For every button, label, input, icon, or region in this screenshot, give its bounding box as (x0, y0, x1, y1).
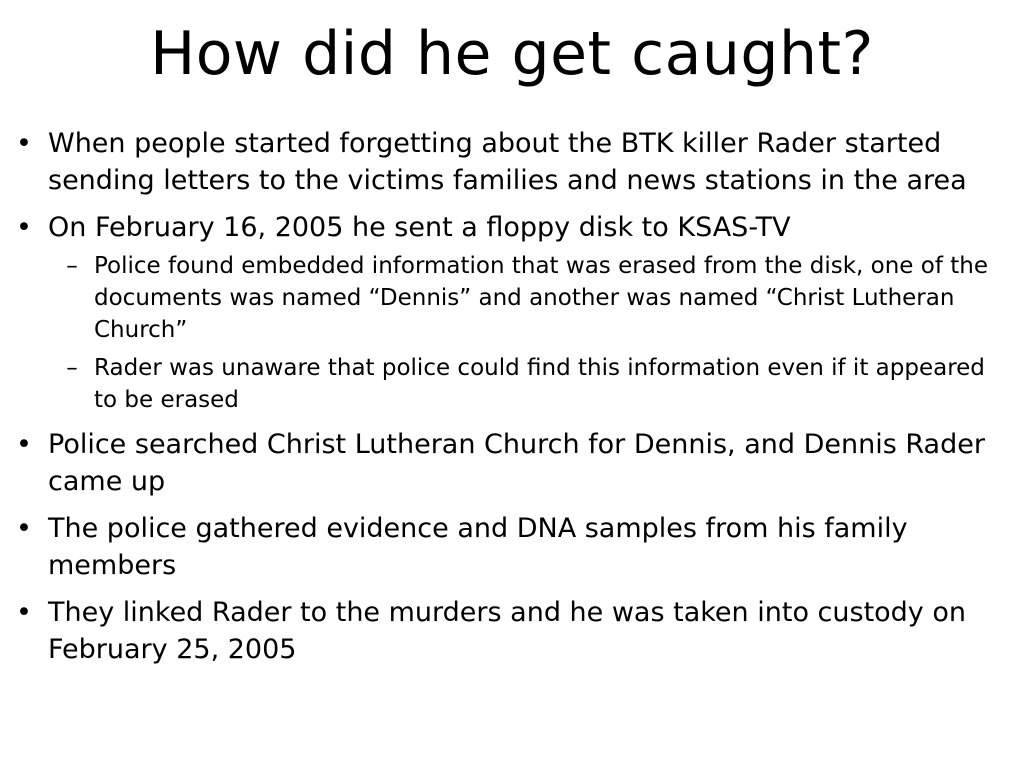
sub-bullet-item-unaware (0, 352, 1020, 416)
sub-bullet-item-embedded-info (0, 250, 1020, 346)
bullet-item-dna-evidence (0, 510, 1020, 584)
bullet-item-letters (0, 125, 1020, 199)
bullet-marker: • (16, 212, 32, 243)
bullet-item-church-search (0, 426, 1020, 500)
bullet-marker: • (16, 513, 32, 544)
sub-bullet-text: Rader was unaware that police could find this information even if it appeared to be erased (94, 355, 985, 413)
sub-bullet-marker: – (66, 253, 78, 279)
bullet-marker: • (16, 128, 32, 159)
bullet-marker: • (16, 597, 32, 628)
bullet-item-custody (0, 594, 1020, 668)
bullet-item-floppy-disk (0, 209, 1020, 246)
bullet-text: Police searched Christ Lutheran Church for Dennis, and Dennis Rader came up (48, 429, 985, 497)
bullet-text: When people started forgetting about the BTK killer Rader started sending letters to the victims families and news stations in the area (48, 128, 967, 196)
sub-bullet-marker: – (66, 355, 78, 381)
bullet-list (0, 125, 1020, 678)
sub-bullet-text: Police found embedded information that was erased from the disk, one of the documents was named “Dennis” and another was named “Christ Lutheran Church” (94, 253, 988, 343)
bullet-text: They linked Rader to the murders and he was taken into custody on February 25, 2005 (48, 597, 966, 665)
bullet-text: On February 16, 2005 he sent a floppy disk to KSAS-TV (48, 212, 791, 243)
bullet-text: The police gathered evidence and DNA samples from his family members (48, 513, 908, 581)
bullet-marker: • (16, 429, 32, 460)
slide-title: How did he get caught? (150, 19, 874, 89)
